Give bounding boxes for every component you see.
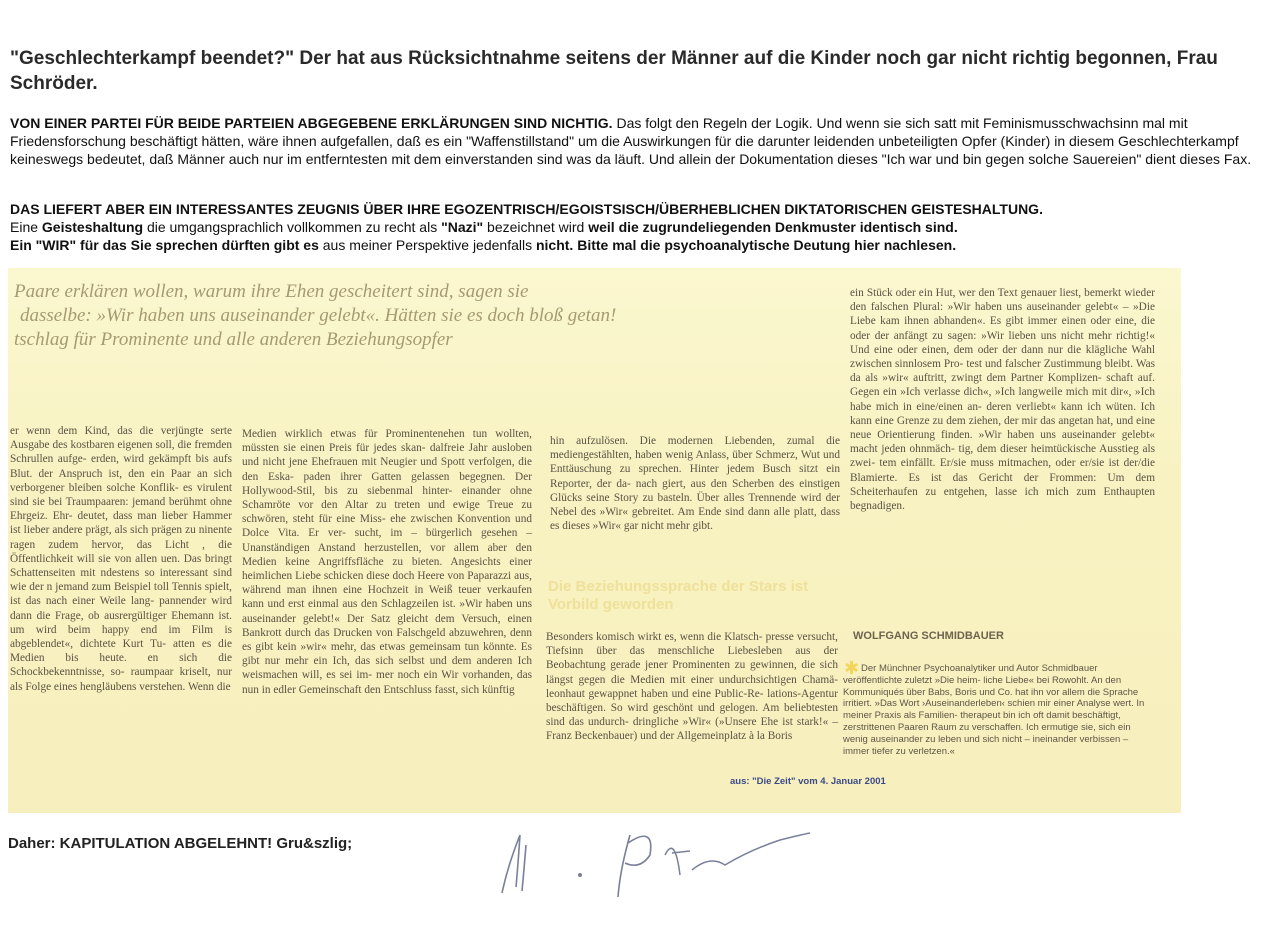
paragraph-logic-body: Das folgt den Regeln der Logik. Und wenn sie sich satt mit Feminismusschwachsinn mal mit Friedensforschung beschäftigt hätten, wäre ihnen aufgefallen, daß es ein "Waffenstillstand" um die Auswirkungen für die darunter leidenden unbeteiligten Opfer (Kinder) in diesem Geschlechterkampf keineswegs bedeutet, daß Männer auch nur im entferntesten mit dem einverstanden sind was da läuft. Und allein der Dokumentation dieses "Ich war und bin gegen solche Sauereien" dient dieses Fax. [10,115,1252,167]
text-run: weil die zugrundeliegenden Denkmuster identisch sind. [588,219,958,235]
paragraph-logic-lead: VON EINER PARTEI FÜR BEIDE PARTEIEN ABGEGEBENE ERKLÄRUNGEN SIND NICHTIG. [10,115,613,131]
text-run: nicht. Bitte mal die psychoanalytische Deutung hier nachlesen. [535,237,957,253]
clipping-subheading: Die Beziehungssprache der Stars ist Vorbild geworden [548,578,809,613]
page-title: "Geschlechterkampf beendet?" Der hat aus Rücksichtnahme seitens der Männer auf die Kinder noch gar nicht richtig begonnen, Frau Schröder. [10,48,1218,94]
newspaper-clipping [8,268,1181,813]
star-icon: ✱ [844,658,860,678]
paragraph-attitude [10,200,1265,254]
attitude-line-1 [10,218,1265,236]
clipping-source: aus: "Die Zeit" vom 4. Januar 2001 [730,776,886,787]
author-bio: Der Münchner Psychoanalytiker und Autor Schmidbauer veröffentlichte zuletzt »Die heim- liche Liebe« bei Rowohlt. An den Kommuniqués über Babs, Boris und Co. hat ihn vor allem die Sprache irritiert. »Das Wort ›Auseinanderleben‹ schien mir einer Analyse wert. In meiner Praxis als Familien- therapeut bin ich oft damit beschäftigt, zerstrittenen Paaren Raum zu verschaffen. Ich ermutige sie, sich ein wenig auseinander zu leben und sich nicht – ineinander verbissen – immer tiefer zu verletzen.« [843,663,1145,757]
text-run: die umgangsprachlich vollkommen zu recht als [143,219,442,235]
text-run: Geisteshaltung [41,219,144,235]
text-run: "Nazi" [441,219,484,235]
clipping-column-4: ein Stück oder ein Hut, wer den Text genauer liest, bemerkt wieder den falschen Plural: »Wir haben uns auseinander gelebt« – »Die Liebe kam ihnen abhanden«. Es gibt immer einen oder eine, die oder der anfängt zu sagen: »Wir lieben uns nicht mehr richtig!« Und eine oder einen, dem oder der dann nur die klägliche Wahl zwischen sinnlosem Pro- test und falscher Zustimmung bleibt. Was da als »wir« auftritt, zwingt dem Partner Komplizen- schaft auf. Gegen ein »Ich verlasse dich«, »Ich langweile mich mit dir«, »Ich habe mich in eine/einen an- deren verliebt« kann ich wüten. Ich kann eine Grenze zu dem ziehen, der mir das angetan hat, und eine neue Orientierung finden. »Wir haben uns auseinander gelebt« macht jeden ohnmäch- tig, dem dieser heimtückische Ausstieg als zwei- tem einfällt. Er/sie muss mitmachen, oder er/sie ist der/die Blamierte. Es ist das Gericht der Frommen: Um dem Scheiterhaufen zu entgehen, lasse ich mich zum Enthaupten begnadigen. [850,287,1155,513]
handwritten-signature [480,815,820,905]
headline-line: dasselbe: »Wir haben uns auseinander gelebt«. Hätten sie es doch bloß getan! [20,305,617,326]
text-run: aus meiner Perspektive jedenfalls [318,237,536,253]
text-run: Ein "WIR" für das Sie sprechen dürften gibt es [10,237,319,253]
clipping-column-2: Medien wirklich etwas für Prominentenehen tun wollten, müssten sie einen Preis für jedes skan- dalfreie Jahr ausloben und nicht jene Ehefrauen mit Neugier und Spott verfolgen, die den Eska- paden ihrer Gatten gelassen begegnen. Der Hollywood-Stil, bis zu siebenmal hinter- einander ohne Schamröte vor den Altar zu treten und ewige Treue zu schwören, steht für eine Miss- ehe zwischen Konvention und Dolce Vita. Er ver- sucht, im – bürgerlich gesehen – Unanständigen Anstand herzustellen, vor allem aber den Medien keine Angriffsfläche zu bieten. Angesichts einer heimlichen Liebe schicken diese doch Heere von Paparazzi aus, während man ihnen eine Hochzeit in Weiß teuer verkaufen kann und erst einmal aus den Schlagzeilen ist. »Wir haben uns auseinander gelebt!« Der Satz gleicht dem Versuch, einen Bankrott durch das Drucken von Falschgeld abzuwehren, denn es gibt kein »wir« mehr, das etwas gemeinsam tun könnte. Es gibt nur mehr ein Ich, das sich selbst und dem anderen Ich weismachen will, es sei im- mer noch ein Wir vorhanden, das nun in edler Gemeinschaft den Entschluss fasst, sich künftig [242,428,532,696]
paragraph-logic [10,114,1265,168]
clipping-headline [14,280,854,352]
closing-line: Daher: KAPITULATION ABGELEHNT! Gru&szlig; [8,835,353,852]
headline-line: tschlag für Prominente und alle anderen Beziehungsopfer [14,329,453,350]
text-run: Eine [10,219,42,235]
attitude-line-2 [10,236,1265,254]
clipping-column-3b: Besonders komisch wirkt es, wenn die Klatsch- presse versucht, Tiefsinn über das menschliche Liebesleben aus der Beobachtung gerade jener Prominenten zu gewinnen, die sich längst gegen die Medien mit einer undurchsichtigen Chamä- leonhaut gewappnet haben und eine Public-Re- lations-Agentur beschäftigen. So wird geschönt und gelogen. Am beliebtesten sind das undurch- dringliche »Wir« (»Unsere Ehe ist stark!« – Franz Beckenbauer) und der Allgemeinplatz à la Boris [546,631,838,743]
attitude-heading: DAS LIEFERT ABER EIN INTERESSANTES ZEUGNIS ÜBER IHRE EGOZENTRISCH/EGOISTSISCH/ÜBERHEBLICHEN DIKTATORISCHEN GEISTESHALTUNG. [10,201,1043,217]
clipping-author: WOLFGANG SCHMIDBAUER [853,630,1004,642]
clipping-column-3: hin aufzulösen. Die modernen Liebenden, zumal die mediengestählten, haben wenig Anlass, über Schmerz, Wut und Enttäuschung zu sprechen. Hinter jedem Busch sitzt ein Reporter, der da- nach giert, aus den Scherben des einstigen Glücks seine Story zu basteln. Über alles Trennende wird der Nebel des »Wir« gebreitet. Am Ende sind dann alle platt, dass es dieses »Wir« gar nicht mehr gibt. [550,435,840,533]
clipping-column-1: er wenn dem Kind, das die verjüngte serte Ausgabe des kostbaren eigenen soll, die fremden Schrullen aufge- erden, wird gekämpft bis aufs Blut. der Anspruch ist, den ein Paar an sich verborgener bleiben solche Konflik- es virulent sind sie bei Traumpaaren: jemand berühmt ohne Ehrgeiz. Ehr- deutet, dass man lieber Hammer ist lieber andere prägt, als sich prägen zu ninente ragen zudem hervor, das Licht , die Öffentlichkeit will sie von allen uen. Das bringt Schattenseiten mit ndestens so interessant sind wie der n jemand zum Beispiel toll Tennis spielt, ist das nach einer Weile lang- pannender wird dann die Frage, ob ausrergültiger Ehemann ist. um wird beim happy end im Film is abgeblendet«, dichtete Kurt Tu- atten es die Medien bis heute. en sich die Schockbekenntnisse, so- raumpaar kriselt, nur als Folge eines hengläubens verstehen. Wenn die [10,425,232,693]
text-run: bezeichnet wird [483,219,589,235]
headline-line: Paare erklären wollen, warum ihre Ehen gescheitert sind, sagen sie [14,281,529,302]
